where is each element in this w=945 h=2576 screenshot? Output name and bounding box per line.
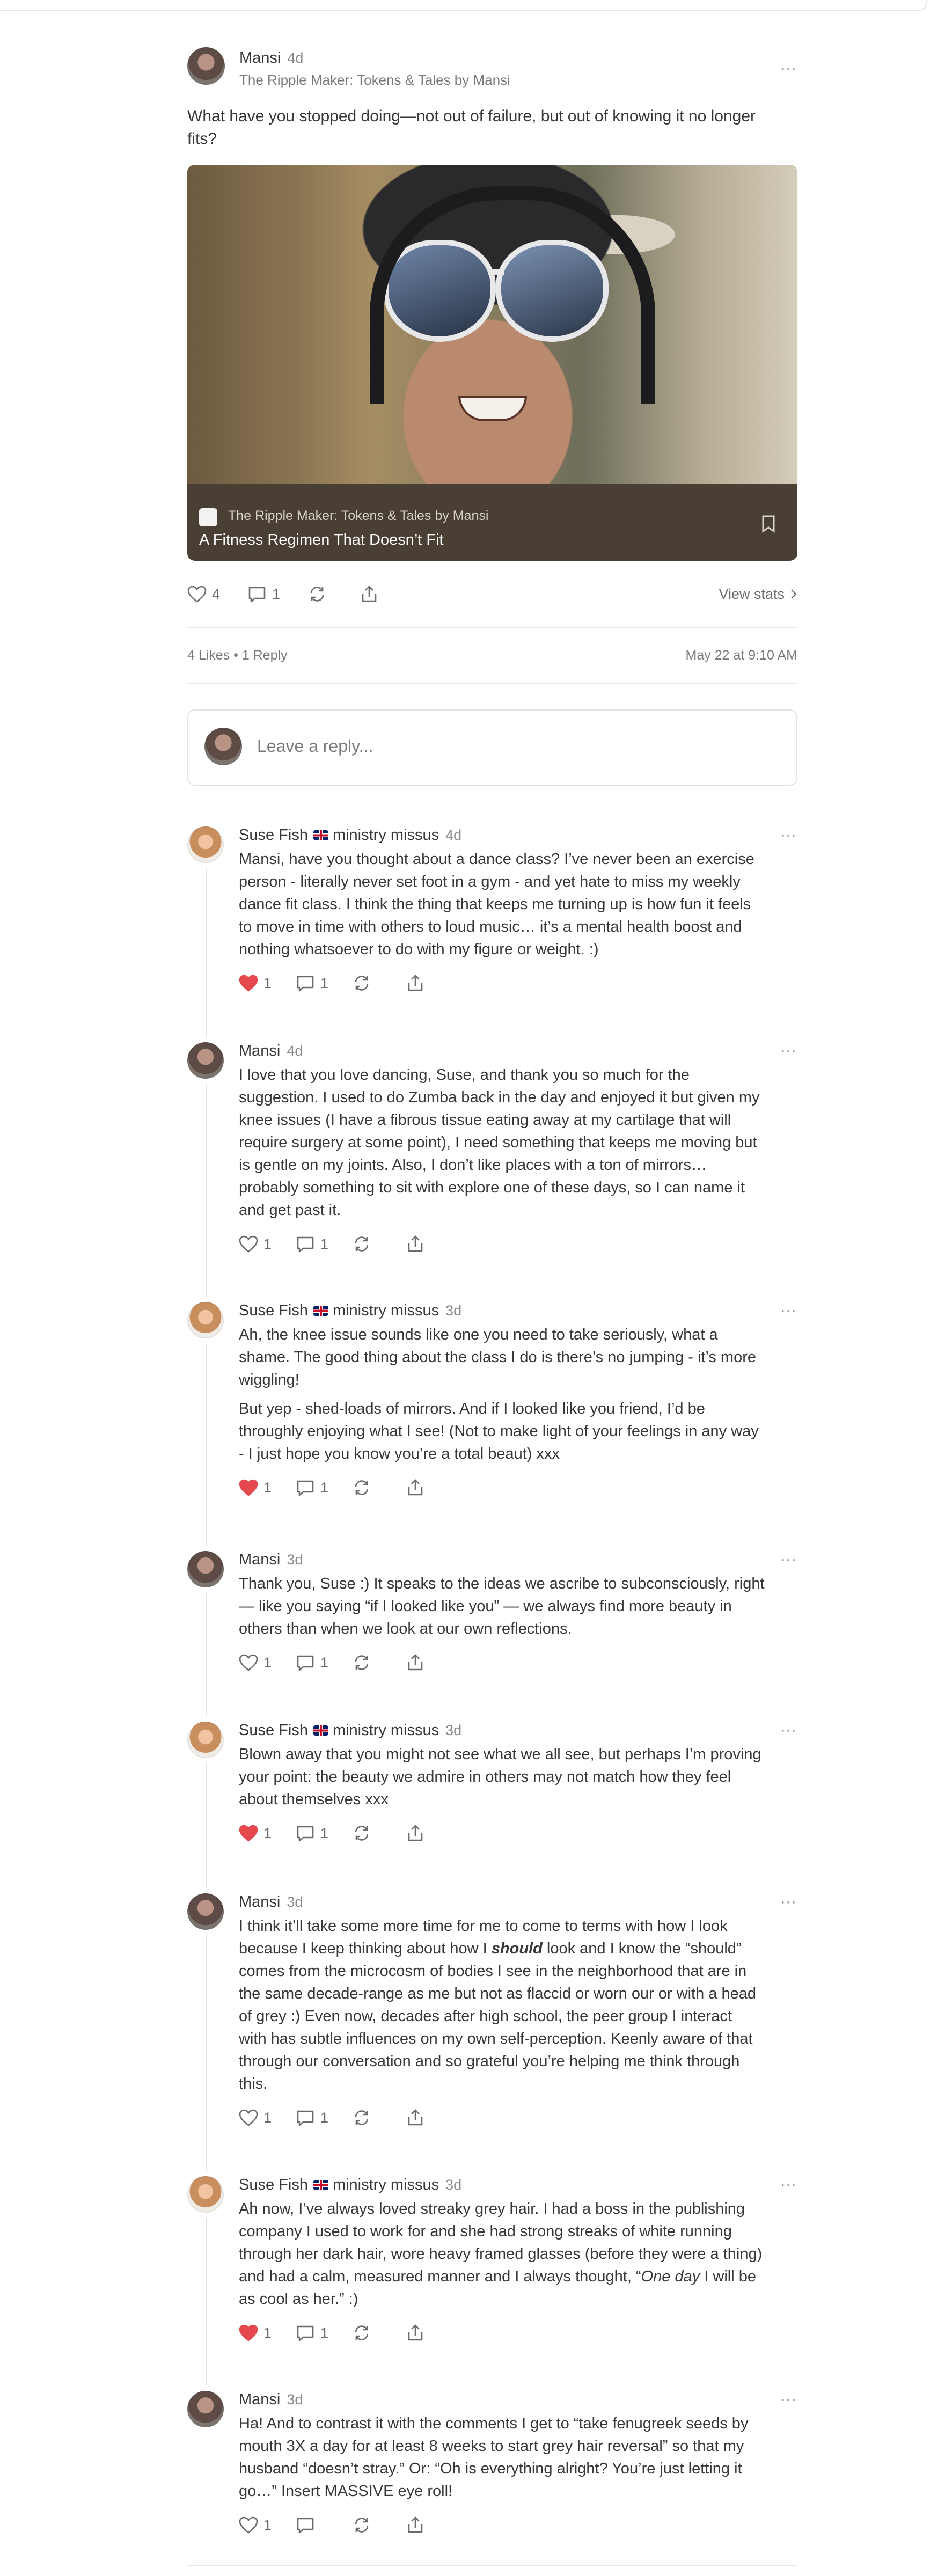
avatar[interactable] — [187, 1042, 224, 1079]
author-suffix: ministry missus — [332, 826, 439, 844]
bookmark-icon[interactable] — [761, 515, 775, 536]
restack-button[interactable] — [353, 1652, 371, 1673]
comment-text-line: wiggling! — [239, 1371, 299, 1388]
author-name[interactable]: Mansi — [239, 2391, 281, 2408]
comment-time: 3d — [445, 1722, 462, 1738]
restack-icon — [353, 2324, 371, 2341]
like-count: 1 — [263, 1825, 272, 1841]
uk-flag-icon — [313, 830, 328, 840]
chevron-right-icon — [790, 588, 797, 600]
comment-actions — [239, 1477, 453, 1498]
comment-actions — [239, 2322, 453, 2344]
comment-time: 4d — [445, 827, 462, 843]
divider — [187, 627, 797, 628]
avatar[interactable] — [187, 2176, 224, 2213]
avatar — [204, 728, 242, 765]
like-button[interactable] — [239, 1652, 272, 1673]
post-card[interactable] — [187, 165, 797, 561]
comment-text-line: - I just hope you know you’re a total beaut) xxx — [239, 1445, 560, 1462]
comment-text-line: I think it’ll take some more time for me to come to terms with how I look — [239, 1918, 728, 1935]
share-icon — [406, 1235, 424, 1253]
headphones-icon — [370, 186, 655, 404]
restack-button[interactable] — [353, 2514, 371, 2536]
restack-button[interactable] — [353, 2322, 371, 2344]
like-count: 4 — [212, 586, 221, 602]
restack-icon — [353, 1654, 371, 1671]
view-stats-label: View stats — [719, 586, 785, 602]
share-button[interactable] — [406, 1652, 424, 1673]
comment-text-line: Ha! And to contrast it with the comments I get to “take fenugreek seeds by — [239, 2415, 749, 2432]
post-text: What have you stopped doing—not out of failure, but out of knowing it no longer fits? — [187, 107, 756, 148]
like-button[interactable] — [239, 2322, 272, 2344]
more-options-icon[interactable]: ··· — [780, 1301, 796, 1319]
reply-count: 1 — [320, 2109, 329, 2126]
comment-text-line: nothing whatsoever to do with my figure or weight. :) — [239, 941, 599, 958]
comment-time: 3d — [445, 1302, 462, 1319]
restack-icon — [353, 975, 371, 992]
comment-author[interactable] — [239, 1722, 461, 1739]
comment-text-line: is gentle on my joints. Also, I don’t like places with a ton of mirrors… — [239, 1157, 707, 1174]
reply-button[interactable] — [296, 972, 328, 994]
avatar[interactable] — [187, 47, 225, 85]
post-actions — [187, 583, 797, 605]
more-options-icon[interactable]: ··· — [780, 1721, 796, 1739]
thread-line — [206, 868, 207, 1037]
comment-icon — [296, 2324, 315, 2341]
author-name[interactable]: Suse Fish — [239, 826, 308, 844]
comment-text-line: the same decade-range as me but not as flaccid or worn our or with a head — [239, 1985, 756, 2002]
comment-text-line: and had a calm, measured manner and I always thought, “One day I will be — [239, 2268, 757, 2285]
restack-button[interactable] — [353, 1823, 371, 1844]
share-icon — [406, 2109, 424, 2127]
comment-actions — [239, 1652, 453, 1673]
share-button[interactable] — [406, 2514, 424, 2536]
like-button[interactable] — [239, 2107, 272, 2128]
author-suffix: ministry missus — [332, 2176, 439, 2193]
share-icon — [406, 1479, 424, 1497]
comment-icon — [296, 2516, 315, 2534]
author-name[interactable]: Mansi — [239, 1893, 281, 1911]
author-suffix: ministry missus — [332, 1722, 439, 1739]
card-publication: The Ripple Maker: Tokens & Tales by Mansi — [228, 508, 489, 523]
comment-author[interactable] — [239, 2176, 461, 2194]
reply-button[interactable] — [296, 1233, 328, 1255]
heart-icon — [239, 1825, 258, 1842]
author-name[interactable]: Mansi — [239, 1551, 281, 1568]
restack-button[interactable] — [353, 1477, 371, 1498]
author-name[interactable]: Mansi — [239, 1042, 281, 1059]
uk-flag-icon — [313, 1306, 328, 1316]
reply-count: 1 — [320, 1479, 329, 1496]
comment-time: 4d — [287, 1043, 303, 1059]
comment-text-line: throughly enjoying what I see! (Not to make light of your feelings in any way — [239, 1423, 759, 1440]
divider — [187, 683, 797, 684]
post-card-image — [187, 165, 797, 484]
restack-button[interactable] — [308, 583, 326, 605]
comment-icon — [296, 1479, 315, 1496]
comment-time: 3d — [445, 2177, 462, 2193]
share-icon — [360, 585, 378, 603]
like-count: 1 — [263, 2324, 272, 2341]
more-options-icon[interactable]: ··· — [780, 2176, 796, 2193]
comment-text-line: Thank you, Suse :) It speaks to the ideas we ascribe to subconsciously, right — [239, 1575, 765, 1592]
comment-author[interactable] — [239, 1893, 303, 1911]
like-count: 1 — [263, 1479, 272, 1496]
view-stats-button[interactable] — [719, 583, 797, 605]
post-timestamp: May 22 at 9:10 AM — [685, 648, 797, 663]
comment-author[interactable] — [239, 1551, 303, 1569]
share-icon — [406, 1824, 424, 1842]
comment-text-line: knee issues (I have a fibrous tissue eating away at my cartilage that will — [239, 1111, 731, 1129]
avatar[interactable] — [187, 1302, 224, 1338]
comment-icon — [296, 1235, 315, 1253]
like-button[interactable] — [239, 1477, 272, 1498]
avatar[interactable] — [187, 1893, 224, 1930]
restack-icon — [353, 1235, 371, 1253]
comment-text-line: require surgery at some point), I need something that keeps me moving but — [239, 1134, 757, 1151]
restack-icon — [353, 1825, 371, 1842]
comment-text-line: to move in time with others to loud music… it’s a mental health boost and — [239, 918, 742, 935]
like-count: 1 — [263, 1235, 272, 1252]
uk-flag-icon — [313, 2180, 328, 2190]
comment-icon — [296, 2109, 315, 2126]
comment-text-line: Ah, the knee issue sounds like one you need to take seriously, what a — [239, 1326, 718, 1343]
comment-text-line: — like you saying “if I looked like you” — we always find more beauty in — [239, 1598, 732, 1615]
share-button[interactable] — [360, 583, 378, 605]
heart-icon — [239, 975, 258, 992]
like-button[interactable] — [239, 972, 272, 994]
restack-icon — [308, 586, 326, 603]
heart-icon — [239, 1235, 258, 1253]
share-button[interactable] — [406, 1823, 424, 1844]
like-count: 1 — [263, 975, 272, 991]
avatar[interactable] — [187, 1551, 224, 1587]
restack-icon — [353, 1479, 371, 1496]
previous-post-edge — [0, 0, 927, 11]
comment-text-line: Ah now, I’ve always loved streaky grey hair. I had a boss in the publishing — [239, 2200, 745, 2218]
heart-icon — [239, 1654, 258, 1671]
reply-button[interactable] — [296, 2322, 328, 2344]
reply-button[interactable] — [296, 2514, 315, 2536]
thread-line — [206, 1763, 207, 1888]
heart-icon — [239, 1479, 258, 1496]
divider — [187, 2565, 797, 2566]
share-button[interactable] — [406, 2107, 424, 2128]
comment-actions — [239, 2107, 453, 2128]
comment-text-line: through our conversation and so grateful you’re helping me think through — [239, 2053, 740, 2070]
thread-line — [206, 1084, 207, 1297]
thread-line — [206, 2218, 207, 2385]
comment-text-line: your point: the beauty we admire in others may not match how they feel — [239, 1768, 731, 1785]
restack-button[interactable] — [353, 1233, 371, 1255]
restack-button[interactable] — [353, 972, 371, 994]
comment-text-line: others than when we look at our own reflections. — [239, 1620, 572, 1637]
reply-button[interactable] — [296, 1652, 328, 1673]
reply-count: 1 — [320, 1654, 329, 1671]
author-name[interactable]: Suse Fish — [239, 1302, 308, 1319]
comment-text-line: Mansi, have you thought about a dance class? I’ve never been an exercise — [239, 851, 754, 868]
like-count: 1 — [263, 1654, 272, 1671]
thread-line — [206, 1935, 207, 2171]
author-name[interactable]: Suse Fish — [239, 2176, 308, 2193]
comment-text-line: I love that you love dancing, Suse, and thank you so much for the — [239, 1066, 690, 1084]
comment-button[interactable] — [247, 583, 280, 605]
like-count: 1 — [263, 2109, 272, 2126]
avatar[interactable] — [187, 2391, 224, 2427]
comment-icon — [247, 586, 267, 603]
share-button[interactable] — [406, 2322, 424, 2344]
comment-author[interactable] — [239, 1042, 303, 1060]
share-button[interactable] — [406, 1233, 424, 1255]
restack-icon — [353, 2516, 371, 2534]
more-options-icon[interactable]: ··· — [780, 1042, 796, 1059]
reply-button[interactable] — [296, 1477, 328, 1498]
reply-input[interactable]: Leave a reply... — [257, 736, 373, 756]
comment-icon — [296, 975, 315, 992]
reply-count: 1 — [320, 1825, 329, 1841]
comment-text-line: probably something to sit with explore one of these days, so I can name it — [239, 1179, 745, 1196]
comment-text-line: comes from the microcosm of bodies I see in the neighborhood that are in — [239, 1963, 747, 1980]
comment-actions — [239, 972, 453, 994]
comment-actions — [239, 1233, 453, 1255]
comment-actions — [239, 1823, 453, 1844]
comment-time: 3d — [287, 2391, 303, 2407]
share-button[interactable] — [406, 1477, 424, 1498]
avatar[interactable] — [187, 1722, 224, 1758]
share-icon — [406, 2324, 424, 2342]
likes-replies-summary[interactable]: 4 Likes • 1 Reply — [187, 648, 288, 663]
more-options-icon[interactable]: ··· — [780, 826, 796, 844]
post-author[interactable] — [239, 49, 303, 67]
comment-text-line: as cool as her.” :) — [239, 2290, 358, 2308]
author-name[interactable]: Suse Fish — [239, 1722, 308, 1739]
comment-icon — [296, 1825, 315, 1842]
reply-button[interactable] — [296, 1823, 328, 1844]
heart-icon — [239, 2324, 258, 2341]
comment-count: 1 — [272, 586, 281, 602]
publication-name[interactable]: The Ripple Maker: Tokens & Tales by Mansi — [239, 72, 510, 88]
like-button[interactable] — [239, 2514, 272, 2536]
reply-box[interactable] — [187, 709, 797, 786]
comment-text-line: company I used to work for and she had strong streaks of white running — [239, 2223, 732, 2240]
comment-text-line: about themselves xxx — [239, 1791, 389, 1808]
like-button[interactable] — [239, 1233, 272, 1255]
restack-icon — [353, 2109, 371, 2126]
reply-count: 1 — [320, 1235, 329, 1252]
avatar[interactable] — [187, 826, 224, 863]
author-name[interactable]: Mansi — [239, 49, 281, 67]
comment-text-line: Blown away that you might not see what we all see, but perhaps I’m proving — [239, 1746, 761, 1763]
comment-icon — [296, 1654, 315, 1671]
comment-text-line: person - literally never set foot in a gym - and yet hate to miss my weekly — [239, 873, 741, 890]
heart-icon — [239, 2516, 258, 2534]
like-count: 1 — [263, 2516, 272, 2533]
comment-text-line: through her dark hair, wore heavy framed glasses (before they were a thing) — [239, 2245, 763, 2263]
more-options-icon[interactable]: ··· — [780, 1893, 796, 1911]
comment-text-line: of grey :) Even now, decades after high school, the peer group I interact — [239, 2008, 732, 2025]
restack-button[interactable] — [353, 2107, 371, 2128]
comment-text-line: and get past it. — [239, 1202, 341, 1219]
comment-actions — [239, 2514, 453, 2536]
more-options-icon[interactable]: ··· — [780, 2390, 796, 2408]
comment-text-line: husband “doesn’t stray.” Or: “Oh is everything alright? You’re just letting it — [239, 2460, 742, 2477]
more-options-icon[interactable]: ··· — [780, 60, 796, 77]
comment-time: 3d — [287, 1894, 303, 1910]
share-icon — [406, 2516, 424, 2534]
post-time: 4d — [287, 50, 304, 66]
author-suffix: ministry missus — [332, 1302, 439, 1319]
like-button[interactable] — [187, 583, 220, 605]
thread-line — [206, 1593, 207, 1716]
heart-icon — [187, 586, 207, 603]
comment-text-line: go…” Insert MASSIVE eye roll! — [239, 2483, 453, 2500]
comment-author[interactable] — [239, 2391, 303, 2409]
comment-text-line: this. — [239, 2075, 268, 2092]
comment-text-line: because I keep thinking about how I should look and I know the “should” — [239, 1940, 742, 1957]
comment-text-line: dance fit class. I think the thing that keeps me turning up is how fun it feels — [239, 896, 751, 913]
comment-text-line: mouth 3X a day for at least 8 weeks to start grey hair reversal” so that my — [239, 2438, 744, 2455]
publication-logo-icon — [199, 508, 217, 526]
share-icon — [406, 974, 424, 992]
more-options-icon[interactable]: ··· — [780, 1550, 796, 1568]
smile-icon — [458, 396, 527, 421]
reply-count: 1 — [320, 2324, 329, 2341]
comment-time: 3d — [287, 1552, 303, 1568]
share-icon — [406, 1653, 424, 1672]
share-button[interactable] — [406, 972, 424, 994]
reply-count: 1 — [320, 975, 329, 991]
comment-author[interactable] — [239, 1302, 461, 1320]
comment-author[interactable] — [239, 826, 461, 844]
comment-text-line: shame. The good thing about the class I do is there’s no jumping - it’s more — [239, 1349, 756, 1366]
reply-button[interactable] — [296, 2107, 328, 2128]
comment-text-line: with has subtle influences on my own self-perception. Keenly aware of that — [239, 2030, 753, 2047]
heart-icon — [239, 2109, 258, 2126]
comment-text-line: But yep - shed-loads of mirrors. And if I looked like you friend, I’d be — [239, 1400, 705, 1417]
thread-line — [206, 1344, 207, 1546]
like-button[interactable] — [239, 1823, 272, 1844]
uk-flag-icon — [313, 1725, 328, 1736]
comment-text-line: suggestion. I used to do Zumba back in the day and enjoyed it but given my — [239, 1089, 760, 1106]
card-title: A Fitness Regimen That Doesn’t Fit — [199, 531, 444, 548]
